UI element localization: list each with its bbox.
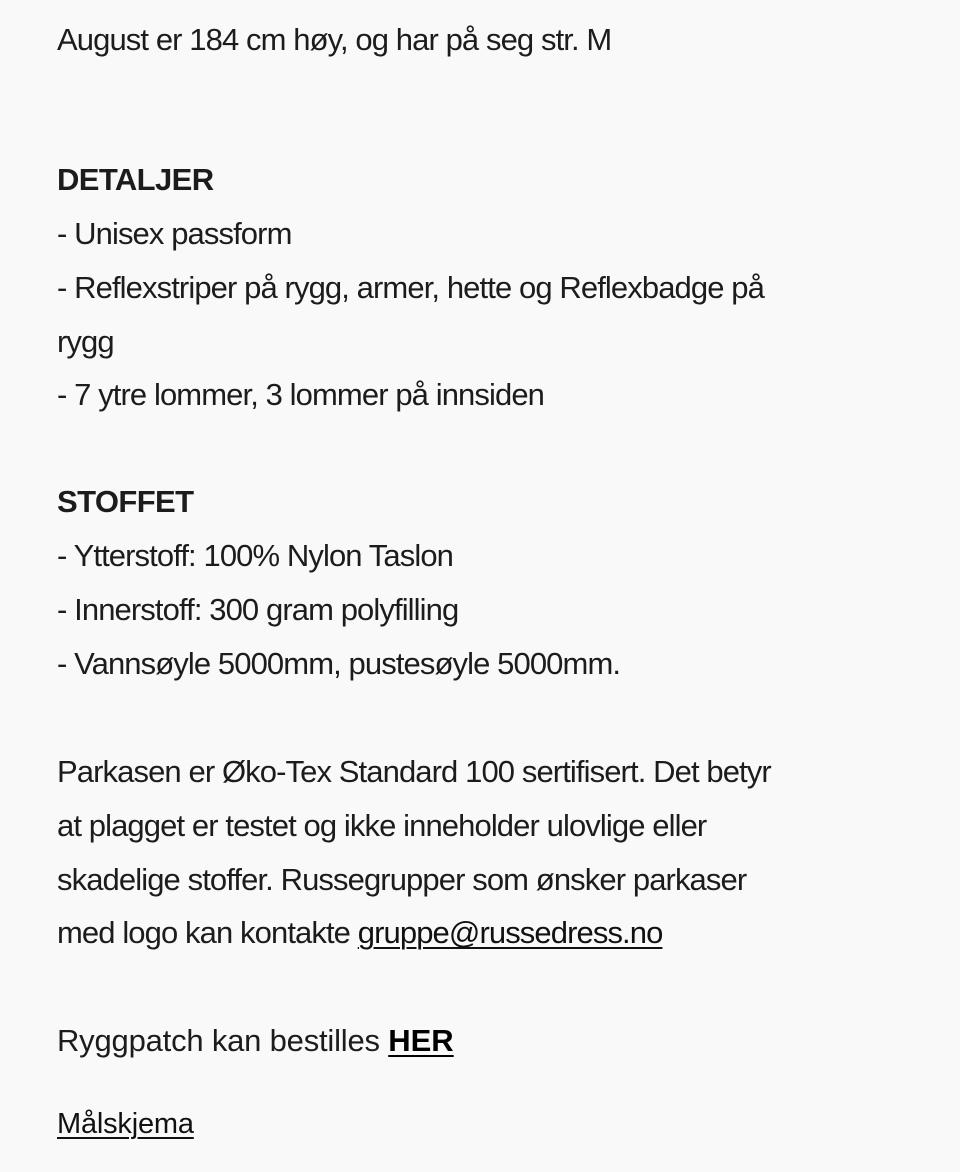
fabric-item: - Innerstoff: 300 gram polyfilling <box>57 592 459 627</box>
order-patch-link[interactable]: HER <box>388 1023 454 1058</box>
size-chart-link[interactable]: Målskjema <box>57 1108 194 1140</box>
certification-line: Parkasen er Øko-Tex Standard 100 sertifisert. Det betyr <box>57 754 771 789</box>
model-info: August er 184 cm høy, og har på seg str. M <box>57 22 612 57</box>
details-item: rygg <box>57 324 114 359</box>
size-chart-line <box>57 1104 194 1144</box>
certification-line: med logo kan kontakte <box>57 915 358 950</box>
fabric-item: - Ytterstoff: 100% Nylon Taslon <box>57 538 454 573</box>
fabric-heading: STOFFET <box>57 484 194 519</box>
details-item: - Unisex passform <box>57 216 292 251</box>
certification-line-with-email <box>57 913 662 953</box>
email-link[interactable]: gruppe@russedress.no <box>357 915 663 950</box>
details-heading: DETALJER <box>57 162 214 197</box>
certification-line: at plagget er testet og ikke inneholder ulovlige eller <box>57 808 707 843</box>
fabric-item: - Vannsøyle 5000mm, pustesøyle 5000mm. <box>57 646 621 681</box>
patch-line <box>57 1021 454 1061</box>
details-item: - Reflexstriper på rygg, armer, hette og Reflexbadge på <box>57 270 764 305</box>
details-item: - 7 ytre lommer, 3 lommer på innsiden <box>57 377 545 412</box>
certification-line: skadelige stoffer. Russegrupper som ønsker parkaser <box>57 862 747 897</box>
patch-text: Ryggpatch kan bestilles <box>57 1023 389 1058</box>
